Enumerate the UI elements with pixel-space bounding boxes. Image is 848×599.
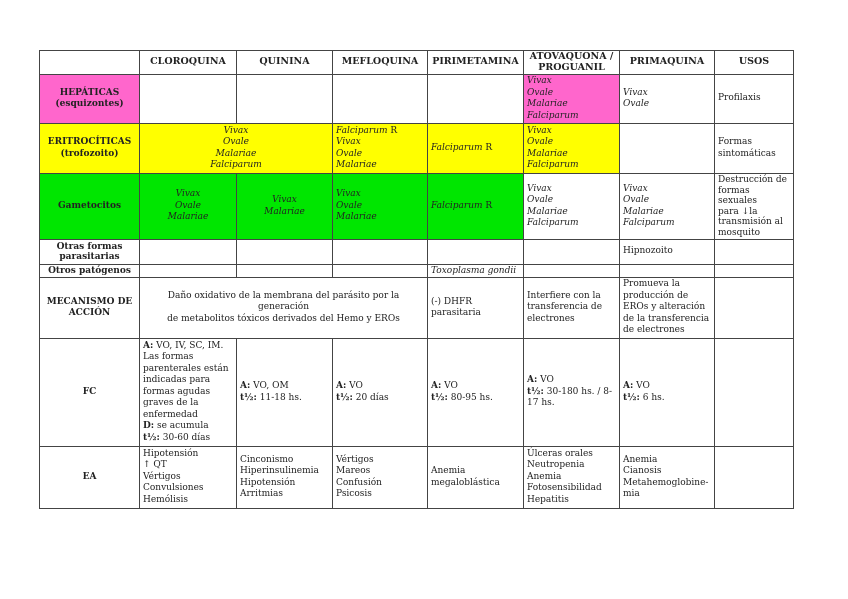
fc-line [240, 393, 329, 405]
ea-line: Úlceras orales [527, 448, 593, 459]
fc-key: A: [527, 375, 538, 386]
cell-empty [715, 240, 794, 265]
fc-line: Las formas [143, 352, 194, 363]
row-gametocitos [40, 174, 794, 240]
header-pirimetamina: PIRIMETAMINA [428, 51, 524, 75]
fc-line [143, 433, 233, 445]
species: Vivax [623, 183, 648, 194]
gametocitos-pirimetamina [428, 174, 524, 240]
species: Malariae [623, 206, 664, 217]
hepaticas-usos: Profilaxis [715, 75, 794, 124]
mecanismo-primaquina [620, 278, 715, 339]
fc-value: VO [346, 381, 363, 391]
fc-line: enfermedad [143, 409, 198, 420]
cell-empty [140, 75, 237, 124]
mecanismo-line: (-) DHFR [431, 296, 473, 307]
label-line: ACCIÓN [68, 308, 111, 318]
mecanismo-pirimetamina [428, 278, 524, 339]
fc-value: 6 hs. [639, 392, 665, 403]
mecanismo-line: de la transferencia [623, 313, 710, 324]
otras-formas-primaquina: Hipnozoito [620, 240, 715, 265]
species: Malariae [336, 160, 377, 170]
ea-atovaquona [524, 447, 620, 509]
fc-value: 11-18 hs. [256, 392, 302, 403]
mecanismo-line: de electrones [623, 325, 685, 336]
cell-empty [428, 75, 524, 124]
label-line: (esquizontes) [55, 99, 124, 109]
mecanismo-line: Daño oxidativo de la membrana del parásito por la generación [167, 290, 400, 313]
cell-empty [333, 240, 428, 265]
species: Falciparum [527, 110, 579, 121]
species: Ovale [336, 200, 363, 211]
usos-line: mosquito [718, 227, 761, 238]
fc-line: graves de la [143, 398, 199, 409]
row-ea [40, 447, 794, 509]
cell-empty [715, 339, 794, 447]
fc-key: t½: [527, 386, 544, 397]
ea-pirimetamina [428, 447, 524, 509]
ea-quinina [237, 447, 333, 509]
usos-line: Formas [718, 137, 752, 147]
cell-empty [333, 75, 428, 124]
fc-line [336, 381, 424, 393]
label-gametocitos: Gametocitos [40, 174, 140, 240]
header-row [40, 51, 794, 75]
fc-key: A: [240, 381, 251, 391]
species: Malariae [215, 148, 257, 159]
cell-empty [140, 265, 237, 278]
gametocitos-atovaquona [524, 174, 620, 240]
species: Vivax [272, 195, 297, 205]
cell-empty [620, 124, 715, 174]
label-mecanismo [40, 278, 140, 339]
species: Ovale [623, 99, 650, 109]
ea-line: Anemia [527, 471, 562, 482]
fc-value: VO [633, 381, 650, 391]
species: Falciparum [336, 125, 388, 136]
fc-line [431, 381, 520, 393]
species: Vivax [527, 76, 552, 86]
header-mefloquina: MEFLOQUINA [333, 51, 428, 75]
label-line: parasitarias [59, 252, 120, 262]
gametocitos-mefloquina [333, 174, 428, 240]
fc-line [527, 375, 616, 387]
species: Vivax [175, 189, 201, 200]
mecanismo-line: producción de [623, 290, 689, 301]
gametocitos-usos [715, 174, 794, 240]
ea-line: megaloblástica [431, 477, 500, 488]
mecanismo-line: parasitaria [431, 308, 481, 318]
ea-line: Confusión [336, 477, 382, 488]
ea-line: ↑ QT [143, 460, 167, 471]
label-otros-patogenos: Otros patógenos [40, 265, 140, 278]
label-eritrociticas [40, 124, 140, 174]
fc-line: 17 hs. [527, 398, 555, 409]
antimalarial-table [39, 50, 794, 509]
species: Falciparum [527, 160, 579, 170]
cell-empty [524, 240, 620, 265]
resistance-mark: R [387, 125, 398, 136]
label-line: ERITROCÍTICAS [47, 137, 132, 147]
mecanismo-atovaquona [524, 278, 620, 339]
ea-line: mia [623, 489, 640, 499]
fc-value: 20 días [352, 392, 389, 403]
fc-primaquina [620, 339, 715, 447]
fc-atovaquona [524, 339, 620, 447]
resistance-mark: R [482, 142, 493, 153]
fc-key: A: [143, 340, 154, 351]
ea-line: Vértigos [143, 471, 181, 482]
row-eritrociticas [40, 124, 794, 174]
ea-line: Cianosis [623, 466, 662, 476]
species: Malariae [527, 99, 568, 109]
header-blank [40, 51, 140, 75]
species: Vivax [527, 125, 552, 136]
ea-line: Hipotensión [143, 448, 199, 459]
ea-line: Mareos [336, 466, 371, 476]
species: Falciparum [527, 218, 579, 228]
fc-value: se acumula [154, 421, 209, 432]
fc-key: t½: [143, 432, 160, 443]
ea-cloroquina [140, 447, 237, 509]
species: Ovale [527, 137, 554, 147]
fc-key: t½: [240, 392, 257, 403]
cell-empty [715, 278, 794, 339]
fc-key: D: [143, 421, 155, 432]
species: Ovale [174, 200, 202, 211]
species: Falciparum [431, 142, 483, 153]
fc-key: A: [431, 381, 442, 391]
cell-empty [140, 240, 237, 265]
label-line: HEPÁTICAS [59, 87, 120, 98]
fc-key: A: [623, 381, 634, 391]
ea-line: Hiperinsulinemia [240, 466, 319, 476]
species: Vivax [623, 87, 648, 98]
ea-line: Hepatitis [527, 494, 569, 505]
ea-mefloquina [333, 447, 428, 509]
row-otros-patogenos [40, 265, 794, 278]
header-cloroquina: CLOROQUINA [140, 51, 237, 75]
cell-empty [715, 447, 794, 509]
fc-key: t½: [336, 392, 353, 403]
label-otras-formas [40, 240, 140, 265]
mecanismo-line: Promueva la [623, 279, 680, 290]
ea-line: Vértigos [336, 454, 374, 465]
label-hepaticas [40, 75, 140, 124]
fc-cloroquina [140, 339, 237, 447]
gametocitos-quinina [237, 174, 333, 240]
hepaticas-atovaquona [524, 75, 620, 124]
fc-line: parenterales están [143, 363, 229, 374]
fc-value: VO [441, 381, 458, 391]
label-fc: FC [40, 339, 140, 447]
mecanismo-line: Interfiere con la [527, 290, 601, 301]
label-line: (trofozoito) [60, 148, 119, 159]
fc-pirimetamina [428, 339, 524, 447]
fc-value: 30-60 días [159, 432, 211, 443]
usos-line: sintomáticas [718, 148, 776, 159]
eritrociticas-usos [715, 124, 794, 174]
row-hepaticas [40, 75, 794, 124]
fc-line [623, 381, 711, 393]
fc-value: 30-180 hs. / 8- [543, 386, 613, 397]
mecanismo-line: EROs y alteración [623, 302, 706, 313]
species: Malariae [527, 206, 568, 217]
fc-value: VO, OM [250, 381, 289, 391]
row-fc [40, 339, 794, 447]
fc-line [431, 393, 520, 405]
mecanismo-line: de metabolitos tóxicos derivados del Hemo y EROs [167, 313, 400, 324]
species: Ovale [336, 148, 363, 159]
ea-line: Hipotensión [240, 477, 296, 488]
fc-value: VO [537, 375, 554, 386]
cell-empty [237, 240, 333, 265]
species: Vivax [527, 183, 552, 194]
fc-mefloquina [333, 339, 428, 447]
ea-line: Arritmias [240, 489, 283, 499]
fc-line [143, 421, 233, 433]
cell-empty [524, 265, 620, 278]
cell-empty [428, 240, 524, 265]
fc-quinina [237, 339, 333, 447]
species: Vivax [336, 189, 361, 200]
species: Ovale [527, 195, 554, 205]
species: Malariae [527, 148, 568, 159]
resistance-mark: R [482, 200, 493, 211]
ea-primaquina [620, 447, 715, 509]
usos-line: transmisión al [718, 217, 783, 227]
fc-line: indicadas para [143, 375, 211, 386]
cell-empty [333, 265, 428, 278]
header-quinina: QUININA [237, 51, 333, 75]
species: Ovale [623, 195, 650, 205]
eritrociticas-mefloquina [333, 124, 428, 174]
usos-line: para ↓la [718, 206, 758, 217]
label-ea: EA [40, 447, 140, 509]
eritrociticas-atovaquona [524, 124, 620, 174]
cell-empty [237, 265, 333, 278]
fc-value: VO, IV, SC, IM. [153, 340, 224, 351]
species-line [336, 126, 424, 138]
label-line: Otras formas [56, 242, 123, 252]
eritrociticas-cloroquina-quinina [140, 124, 333, 174]
row-otras-formas [40, 240, 794, 265]
fc-key: t½: [431, 392, 448, 403]
mecanismo-cloroquina-mefloquina [140, 278, 428, 339]
fc-line [143, 341, 233, 353]
ea-line: Anemia [431, 466, 466, 476]
ea-line: Neutropenia [527, 460, 585, 471]
ea-line: Cinconismo [240, 454, 294, 465]
species: Malariae [336, 212, 377, 223]
header-primaquina: PRIMAQUINA [620, 51, 715, 75]
header-usos: USOS [715, 51, 794, 75]
hepaticas-primaquina [620, 75, 715, 124]
ea-line: Hemólisis [143, 494, 188, 505]
ea-line: Psicosis [336, 489, 372, 499]
fc-line: formas agudas [143, 386, 211, 397]
ea-line: Fotosensibilidad [527, 483, 602, 494]
species: Malariae [167, 212, 209, 223]
fc-key: t½: [623, 392, 640, 403]
eritrociticas-pirimetamina [428, 124, 524, 174]
ea-line: Anemia [623, 454, 658, 465]
label-line: MECANISMO DE [46, 296, 133, 307]
cell-empty [620, 265, 715, 278]
species: Vivax [336, 137, 361, 147]
cell-empty [237, 75, 333, 124]
mecanismo-line: transferencia de [527, 302, 603, 313]
usos-line: Destrucción de [718, 175, 787, 185]
fc-line [527, 387, 616, 399]
usos-line: formas sexuales [718, 185, 758, 206]
gametocitos-cloroquina [140, 174, 237, 240]
fc-key: A: [336, 381, 347, 391]
species: Falciparum [623, 218, 675, 228]
species: Falciparum [210, 160, 262, 170]
otros-patogenos-pirimetamina: Toxoplasma gondii [428, 265, 524, 278]
cell-empty [715, 265, 794, 278]
ea-line: Convulsiones [143, 483, 204, 494]
species: Ovale [222, 137, 250, 147]
mecanismo-line: electrones [527, 313, 575, 324]
fc-value: 80-95 hs. [447, 392, 493, 403]
species: Falciparum [431, 200, 483, 211]
header-atovaquona: ATOVAQUONA / PROGUANIL [524, 51, 620, 75]
species: Malariae [264, 206, 305, 217]
fc-line [240, 381, 329, 393]
fc-line [623, 393, 711, 405]
species: Vivax [223, 125, 249, 136]
fc-line [336, 393, 424, 405]
species: Ovale [527, 87, 554, 98]
gametocitos-primaquina [620, 174, 715, 240]
ea-line: Metahemoglobine- [623, 477, 709, 488]
row-mecanismo [40, 278, 794, 339]
